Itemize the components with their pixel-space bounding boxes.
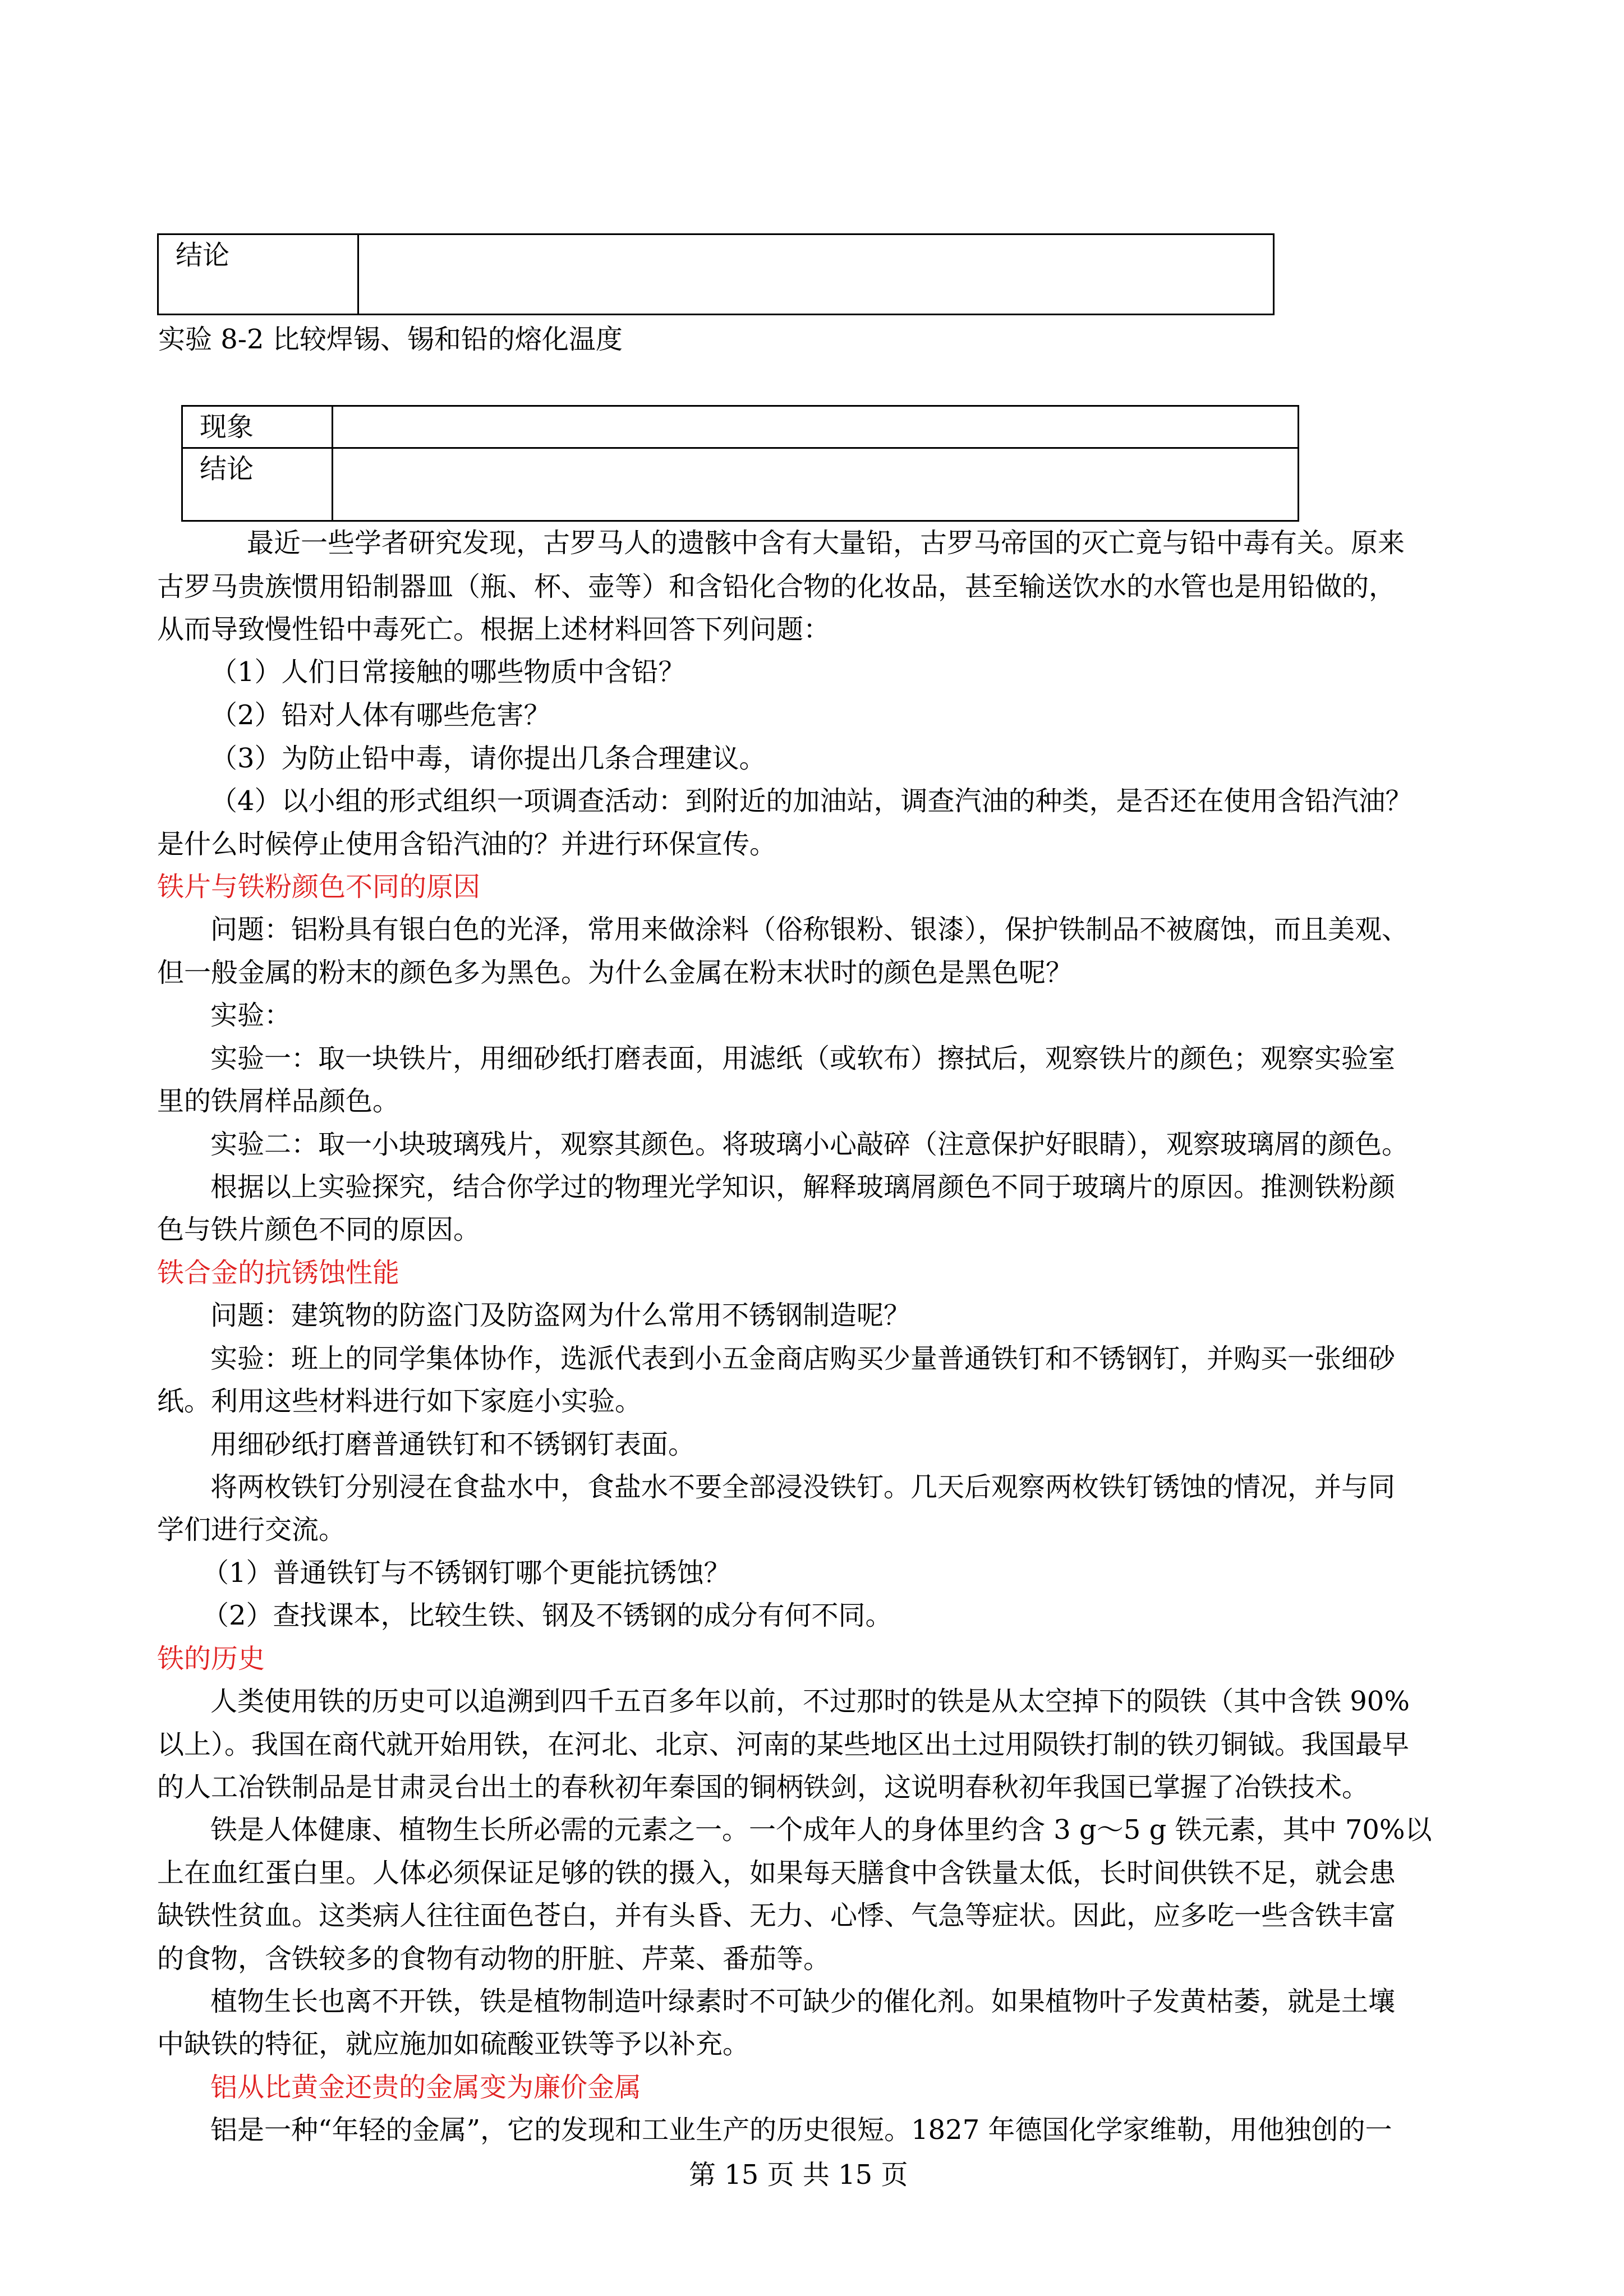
table-conclusion-1: [157, 233, 1275, 315]
lead-paragraph-line: 古罗马贵族惯用铅制器皿（瓶、杯、壶等）和含铅化合物的化妆品，甚至输送饮水的水管也是用铅做的，: [157, 571, 1396, 602]
iron-color-line: 但一般金属的粉末的颜色多为黑色。为什么金属在粉末状时的颜色是黑色呢？: [157, 957, 1073, 988]
section-heading-iron-history: 铁的历史: [157, 1643, 265, 1674]
iron-color-line: 实验：: [210, 1000, 292, 1031]
rust-line: 纸。利用这些材料进行如下家庭小实验。: [157, 1386, 642, 1417]
iron-color-line: 实验二：取一小块玻璃残片，观察其颜色。将玻璃小心敲碎（注意保护好眼睛），观察玻璃屑的颜色。: [210, 1129, 1409, 1160]
lead-paragraph-line: 最近一些学者研究发现，古罗马人的遗骸中含有大量铅，古罗马帝国的灭亡竟与铅中毒有关。原来: [247, 527, 1405, 559]
iron-history-line: 的食物，含铁较多的食物有动物的肝脏、芹菜、番茄等。: [157, 1943, 831, 1975]
experiment-8-2-title: 实验 8-2 比较焊锡、锡和铅的熔化温度: [158, 324, 623, 355]
lead-question-4: （4）以小组的形式组织一项调查活动：到附近的加油站，调查汽油的种类，是否还在使用含铅汽油？: [210, 785, 1413, 817]
section-heading-iron-color: 铁片与铁粉颜色不同的原因: [157, 871, 481, 903]
aluminum-line: 铝是一种“年轻的金属”，它的发现和工业生产的历史很短。1827 年德国化学家维勒，用他独创的一: [210, 2114, 1392, 2146]
section-heading-aluminum: 铝从比黄金还贵的金属变为廉价金属: [210, 2072, 642, 2103]
iron-history-line: 铁是人体健康、植物生长所必需的元素之一。一个成年人的身体里约含 3 g～5 g 铁元素，其中 70%以: [210, 1814, 1432, 1846]
lead-question-4-cont: 是什么时候停止使用含铅汽油的？并进行环保宣传。: [157, 829, 777, 860]
lead-question-2: （2）铅对人体有哪些危害？: [210, 700, 551, 731]
table-label-phenomenon: 现象: [183, 407, 333, 447]
iron-history-line: 以上）。我国在商代就开始用铁，在河北、北京、河南的某些地区出土过用陨铁打制的铁刃铜钺。我国最早: [157, 1729, 1410, 1760]
table-label-conclusion: 结论: [183, 449, 333, 520]
table-experiment-8-2: [181, 405, 1299, 522]
iron-history-line: 的人工冶铁制品是甘肃灵台出土的春秋初年秦国的铜柄铁剑，这说明春秋初年我国已掌握了冶铁技术。: [157, 1772, 1369, 1803]
rust-line: 将两枚铁钉分别浸在食盐水中，食盐水不要全部浸没铁钉。几天后观察两枚铁钉锈蚀的情况，并与同: [210, 1471, 1396, 1503]
iron-history-line: 上在血红蛋白里。人体必须保证足够的铁的摄入，如果每天膳食中含铁量太低，长时间供铁不足，就会患: [157, 1857, 1396, 1889]
iron-color-line: 实验一：取一块铁片，用细砂纸打磨表面，用滤纸（或软布）擦拭后，观察铁片的颜色；观察实验室: [210, 1043, 1396, 1074]
iron-color-line: 问题：铝粉具有银白色的光泽，常用来做涂料（俗称银粉、银漆），保护铁制品不被腐蚀，而且美观、: [210, 914, 1409, 945]
lead-question-3: （3）为防止铅中毒，请你提出几条合理建议。: [210, 743, 766, 774]
rust-line: 学们进行交流。: [157, 1514, 346, 1545]
iron-history-line: 缺铁性贫血。这类病人往往面色苍白，并有头昏、无力、心悸、气急等症状。因此，应多吃一些含铁丰富: [157, 1900, 1396, 1931]
iron-color-line: 里的铁屑样品颜色。: [157, 1085, 400, 1117]
rust-line: （1）普通铁钉与不锈钢钉哪个更能抗锈蚀？: [202, 1557, 731, 1589]
page-number-footer: 第 15 页 共 15 页: [689, 2159, 908, 2191]
section-heading-rust: 铁合金的抗锈蚀性能: [157, 1257, 400, 1289]
iron-color-line: 根据以上实验探究，结合你学过的物理光学知识，解释玻璃屑颜色不同于玻璃片的原因。推测铁粉颜: [210, 1171, 1396, 1203]
lead-paragraph-line: 从而导致慢性铅中毒死亡。根据上述材料回答下列问题：: [157, 614, 831, 645]
rust-line: 问题：建筑物的防盗门及防盗网为什么常用不锈钢制造呢？: [210, 1300, 911, 1331]
iron-history-line: 人类使用铁的历史可以追溯到四千五百多年以前，不过那时的铁是从太空掉下的陨铁（其中含铁 90%: [210, 1686, 1410, 1717]
table-label-conclusion: 结论: [159, 235, 359, 314]
iron-color-line: 色与铁片颜色不同的原因。: [157, 1214, 481, 1245]
rust-line: 用细砂纸打磨普通铁钉和不锈钢钉表面。: [210, 1429, 696, 1460]
lead-question-1: （1）人们日常接触的哪些物质中含铅？: [210, 656, 686, 688]
iron-history-line: 中缺铁的特征，就应施加如硫酸亚铁等予以补充。: [157, 2028, 750, 2060]
table-row-divider: [183, 447, 1298, 449]
rust-line: （2）查找课本，比较生铁、钢及不锈钢的成分有何不同。: [202, 1600, 892, 1631]
rust-line: 实验：班上的同学集体协作，选派代表到小五金商店购买少量普通铁钉和不锈钢钉，并购买一张细砂: [210, 1343, 1396, 1374]
iron-history-line: 植物生长也离不开铁，铁是植物制造叶绿素时不可缺少的催化剂。如果植物叶子发黄枯萎，就是土壤: [210, 1986, 1396, 2017]
